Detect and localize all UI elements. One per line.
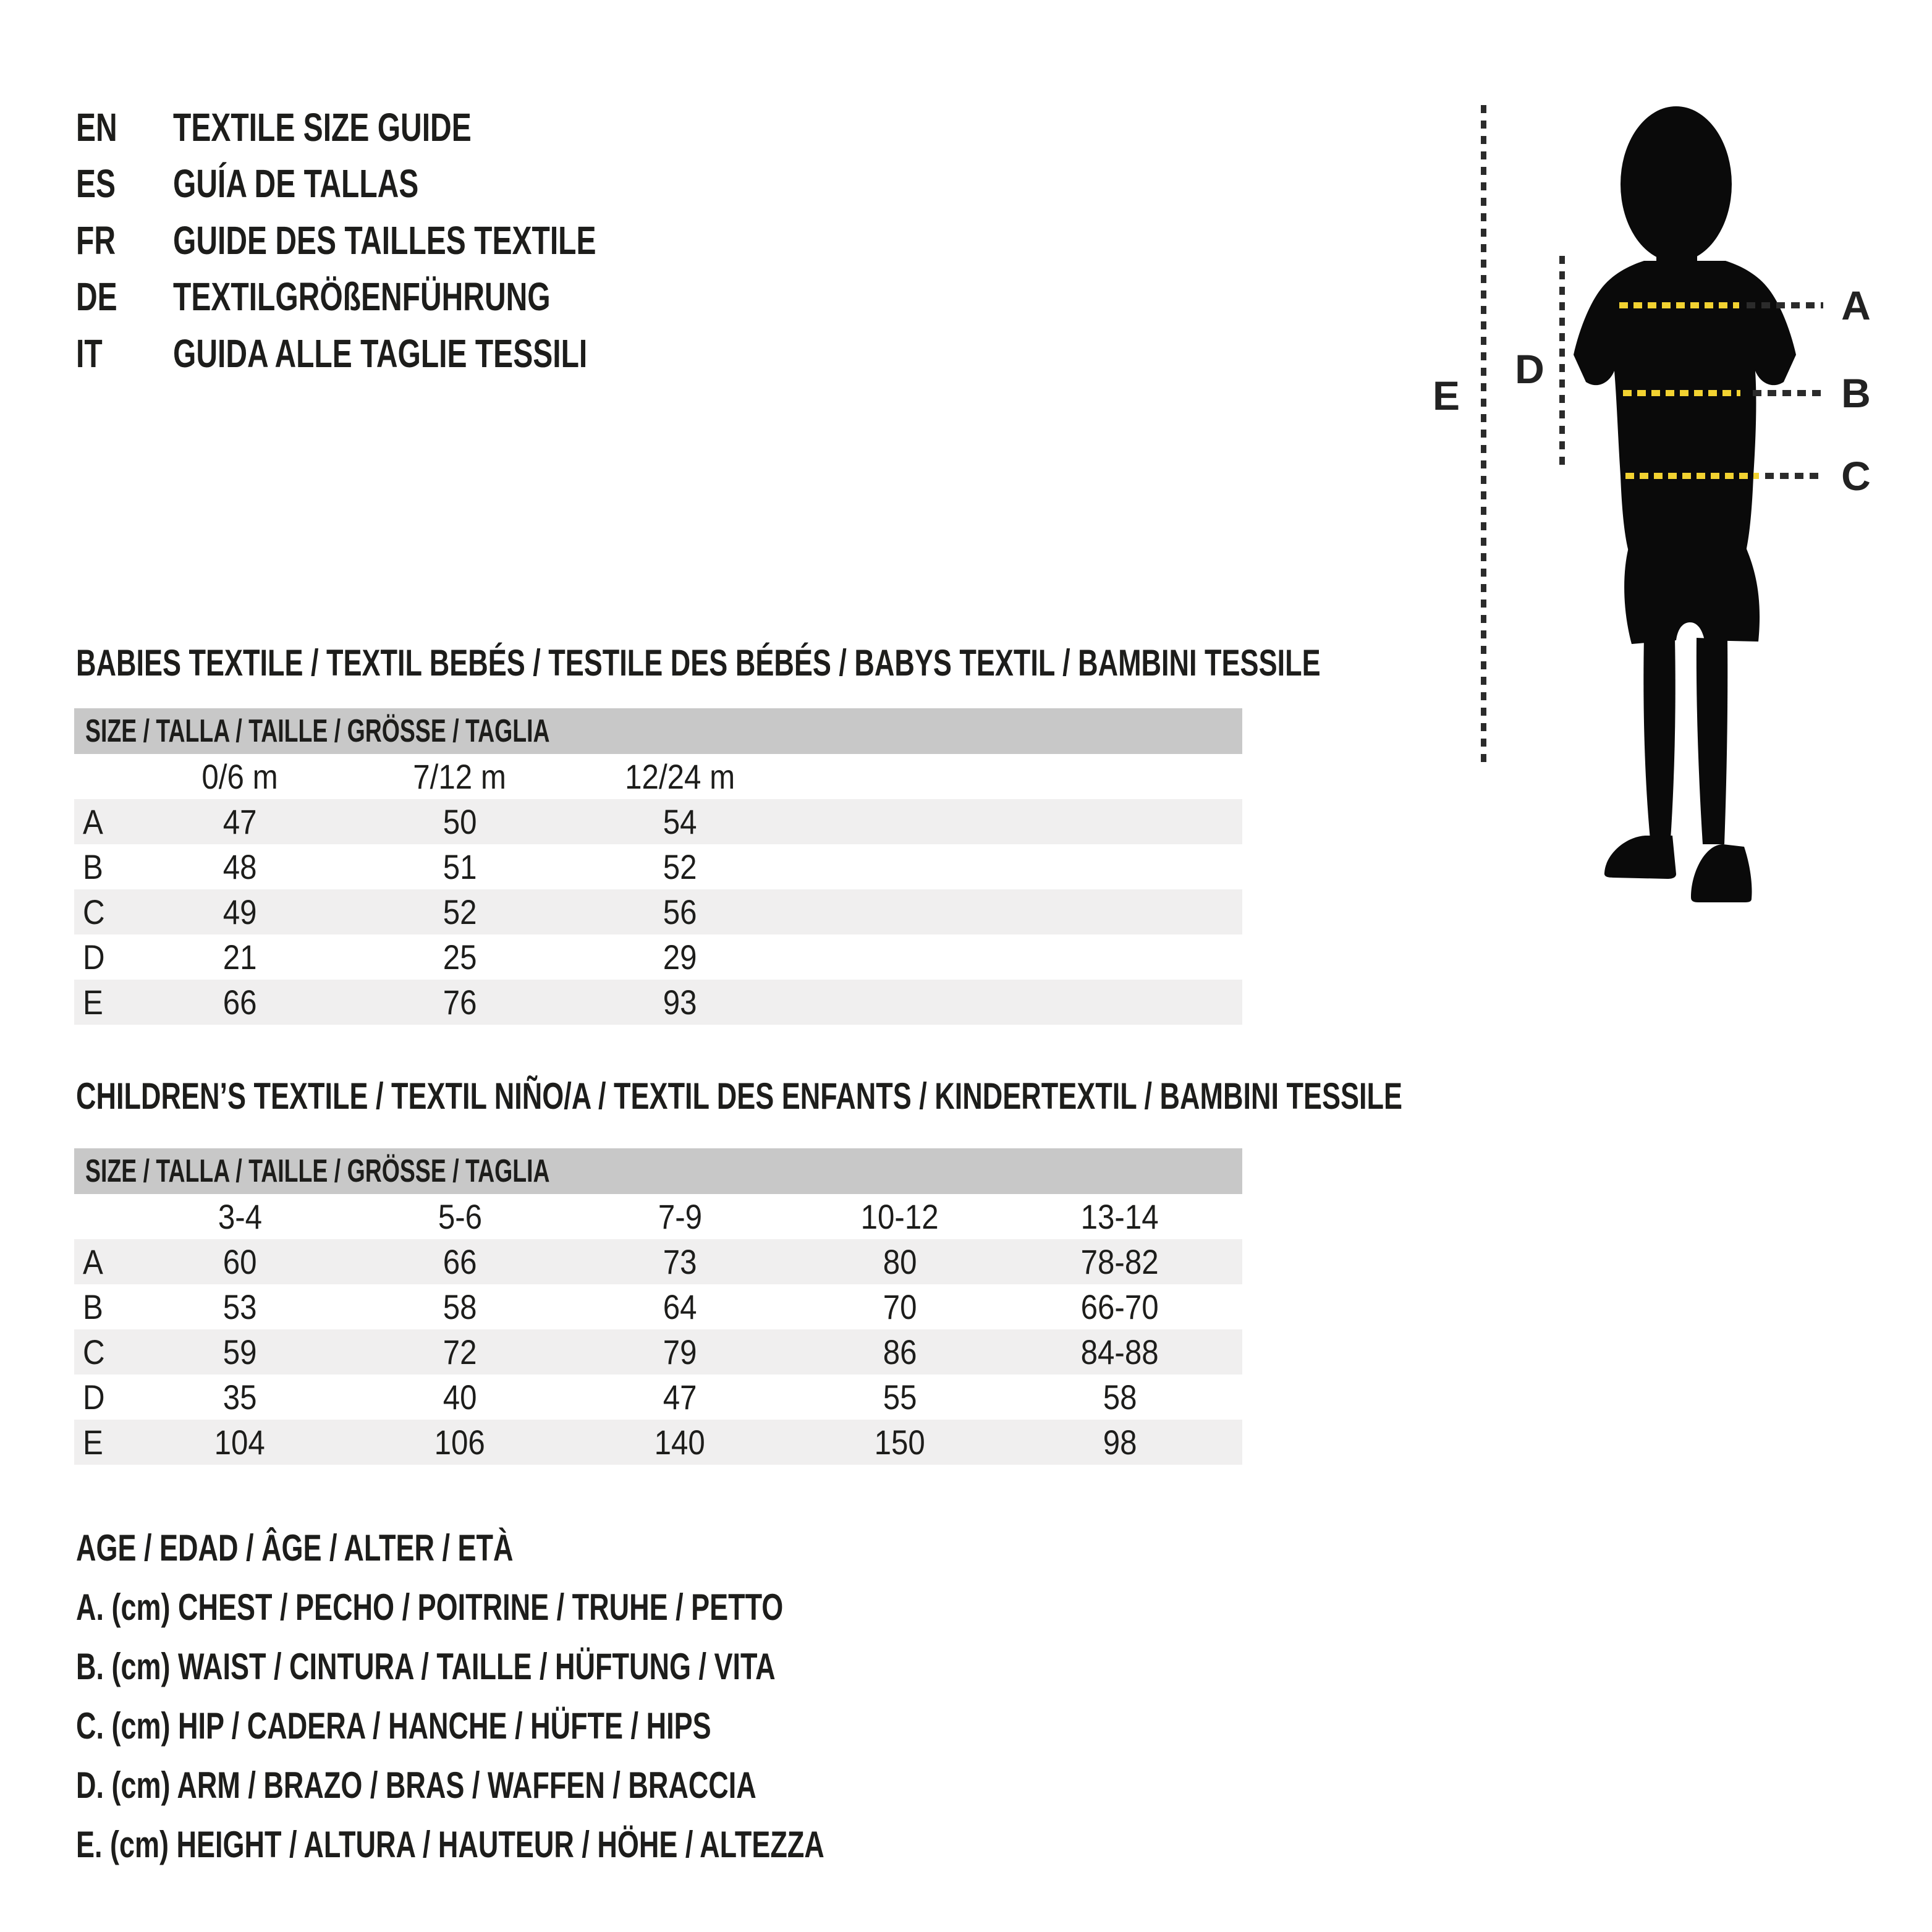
size-value: 72 (443, 1332, 477, 1371)
size-value-cell (570, 847, 790, 887)
language-code-text: FR (76, 218, 116, 263)
legend-text: E. (cm) HEIGHT / ALTURA / HAUTEUR / HÖHE / ALTEZZA (76, 1823, 824, 1865)
legend-line-arm (76, 1765, 983, 1805)
table-row-c (74, 1329, 1242, 1375)
row-label-text: C (83, 1332, 105, 1371)
legend-line-hip (76, 1706, 923, 1745)
language-row-it (76, 325, 726, 382)
size-value: 52 (663, 847, 697, 886)
language-row-es (76, 155, 501, 212)
size-value: 40 (443, 1378, 477, 1417)
row-label (74, 937, 130, 977)
size-value: 98 (1103, 1423, 1137, 1462)
child-silhouette (1570, 105, 1799, 902)
row-label-text: B (83, 847, 103, 886)
legend-text: D. (cm) ARM / BRAZO / BRAS / WAFFEN / BRACCIA (76, 1764, 756, 1806)
language-code (76, 331, 173, 376)
row-label (74, 802, 130, 842)
legend-text: AGE / EDAD / ÂGE / ALTER / ETÀ (76, 1527, 514, 1569)
language-title: GUÍA DE TALLAS (173, 161, 419, 206)
column-header (1010, 1197, 1230, 1237)
size-value: 47 (663, 1378, 697, 1417)
hip-line-yellow (1625, 473, 1759, 479)
size-value: 150 (874, 1423, 926, 1462)
children-section-title (76, 1076, 1844, 1116)
row-label (74, 1242, 130, 1282)
table-row-a (74, 799, 1242, 844)
column-header-text: 3-4 (218, 1197, 262, 1236)
size-value: 48 (222, 847, 257, 886)
size-value-cell (570, 1332, 790, 1372)
size-header-text: SIZE / TALLA / TAILLE / GRÖSSE / TAGLIA (85, 1153, 550, 1189)
size-value: 76 (443, 983, 477, 1022)
size-value-cell (790, 1242, 1010, 1282)
row-label (74, 892, 130, 932)
size-value-cell (130, 892, 350, 932)
size-value-cell (790, 1332, 1010, 1372)
size-value: 56 (663, 892, 697, 931)
size-value-cell (790, 1377, 1010, 1417)
language-code-text: IT (76, 331, 103, 376)
legend-text: A. (cm) CHEST / PECHO / POITRINE / TRUHE / PETTO (76, 1586, 784, 1628)
size-value-cell (570, 802, 790, 842)
babies-section-title-text: BABIES TEXTILE / TEXTIL BEBÉS / TESTILE DES BÉBÉS / BABYS TEXTIL / BAMBINI TESSILE (76, 642, 1321, 684)
legend-text: B. (cm) WAIST / CINTURA / TAILLE / HÜFTUNG / VITA (76, 1645, 776, 1687)
size-value-cell (130, 847, 350, 887)
column-header-text: 0/6 m (201, 757, 278, 796)
size-value: 54 (663, 802, 697, 841)
language-row-de (76, 268, 676, 325)
size-value: 29 (663, 938, 697, 977)
size-header-text: SIZE / TALLA / TAILLE / GRÖSSE / TAGLIA (85, 713, 550, 749)
language-code-text: ES (76, 161, 116, 206)
row-label (74, 847, 130, 887)
size-header-bar (74, 1148, 1242, 1194)
row-label-text: E (83, 1423, 103, 1462)
table-row-c (74, 889, 1242, 934)
table-row-d (74, 934, 1242, 980)
size-value: 21 (222, 938, 257, 977)
row-label-text: D (83, 1378, 105, 1417)
size-value: 55 (883, 1378, 917, 1417)
waist-line-yellow (1623, 390, 1740, 396)
column-header-text: 10-12 (860, 1197, 939, 1236)
language-code-text: EN (76, 105, 117, 150)
language-title: GUIDA ALLE TAGLIE TESSILI (173, 331, 588, 376)
size-value-cell (130, 802, 350, 842)
size-value-cell (1010, 1287, 1230, 1327)
size-value: 78-82 (1080, 1242, 1159, 1281)
language-title: GUIDE DES TAILLES TEXTILE (173, 218, 596, 263)
size-value: 86 (883, 1332, 917, 1371)
legend-text: C. (cm) HIP / CADERA / HANCHE / HÜFTE / HIPS (76, 1705, 711, 1747)
column-header (130, 1197, 350, 1237)
babies-section-title (76, 643, 1735, 682)
legend-line-waist (76, 1646, 1009, 1686)
size-value: 58 (1103, 1378, 1137, 1417)
size-value-cell (1010, 1377, 1230, 1417)
size-value: 66 (443, 1242, 477, 1281)
size-value: 49 (222, 892, 257, 931)
table-row-b (74, 1284, 1242, 1329)
size-value-cell (570, 892, 790, 932)
column-header (790, 1197, 1010, 1237)
size-value: 50 (443, 802, 477, 841)
size-value-cell (570, 1287, 790, 1327)
size-value: 58 (443, 1287, 477, 1326)
row-label-text: A (83, 1242, 103, 1281)
size-value-cell (1010, 1422, 1230, 1462)
size-value-cell (350, 982, 570, 1022)
arm-measure-line-d (1559, 256, 1565, 468)
size-value: 79 (663, 1332, 697, 1371)
language-row-en (76, 99, 571, 156)
silhouette-head (1621, 106, 1732, 262)
language-code (76, 161, 173, 206)
row-label (74, 982, 130, 1022)
silhouette-shorts (1624, 548, 1760, 644)
size-value: 73 (663, 1242, 697, 1281)
size-value-cell (130, 1242, 350, 1282)
size-value-cell (570, 1422, 790, 1462)
chest-line-dark (1747, 302, 1823, 308)
babies-column-header-row (74, 754, 1242, 799)
legend-line-chest (76, 1587, 1019, 1627)
column-header-text: 7/12 m (413, 757, 507, 796)
language-code (76, 104, 173, 150)
size-value-cell (350, 1332, 570, 1372)
table-row-b (74, 844, 1242, 889)
size-value-cell (350, 1287, 570, 1327)
size-value: 80 (883, 1242, 917, 1281)
hip-line-dark (1765, 473, 1824, 479)
measure-label-e: E (1432, 373, 1460, 418)
size-value-cell (130, 1422, 350, 1462)
size-value-cell (570, 1242, 790, 1282)
row-label-text: B (83, 1287, 103, 1326)
size-value: 70 (883, 1287, 917, 1326)
size-value-cell (130, 982, 350, 1022)
column-header (130, 756, 350, 797)
silhouette-right-shoe (1691, 844, 1752, 902)
size-value-cell (1010, 1242, 1230, 1282)
language-code (76, 274, 173, 320)
size-value: 106 (434, 1423, 486, 1462)
size-value: 104 (214, 1423, 266, 1462)
size-value: 35 (222, 1378, 257, 1417)
measure-label-c: C (1841, 453, 1871, 499)
size-value: 66-70 (1080, 1287, 1159, 1326)
table-row-e (74, 1420, 1242, 1465)
size-value-cell (350, 847, 570, 887)
babies-table (74, 708, 1242, 1025)
row-label (74, 1377, 130, 1417)
row-label (74, 1287, 130, 1327)
column-header (350, 1197, 570, 1237)
size-value: 93 (663, 983, 697, 1022)
size-value-cell (790, 1287, 1010, 1327)
size-value-cell (350, 1242, 570, 1282)
row-label-text: C (83, 892, 105, 931)
measure-label-b: B (1841, 370, 1871, 416)
column-header (350, 756, 570, 797)
size-value-cell (790, 1422, 1010, 1462)
language-title: TEXTILE SIZE GUIDE (173, 105, 472, 150)
size-value: 47 (222, 802, 257, 841)
size-value-cell (130, 1287, 350, 1327)
row-label (74, 1332, 130, 1372)
language-code-text: DE (76, 274, 117, 319)
size-value: 66 (222, 983, 257, 1022)
size-value: 59 (222, 1332, 257, 1371)
size-value: 52 (443, 892, 477, 931)
size-value-cell (350, 802, 570, 842)
size-value: 53 (222, 1287, 257, 1326)
children-column-header-row (74, 1194, 1242, 1239)
waist-line-dark (1753, 390, 1823, 396)
measure-label-d: D (1515, 346, 1544, 392)
table-row-d (74, 1375, 1242, 1420)
size-value-cell (350, 892, 570, 932)
row-label-text: A (83, 802, 103, 841)
column-header-text: 7-9 (658, 1197, 702, 1236)
size-value: 84-88 (1080, 1332, 1159, 1371)
legend-line-age (76, 1528, 659, 1567)
size-value-cell (350, 937, 570, 977)
size-value: 140 (654, 1423, 706, 1462)
size-value-cell (570, 982, 790, 1022)
column-header (570, 756, 790, 797)
children-table (74, 1148, 1242, 1465)
measure-label-a: A (1841, 282, 1871, 328)
size-value-cell (130, 1332, 350, 1372)
size-value: 64 (663, 1287, 697, 1326)
size-header-bar (74, 708, 1242, 754)
row-label (74, 1422, 130, 1462)
silhouette-left-shoe (1604, 836, 1676, 879)
size-value: 25 (443, 938, 477, 977)
row-label-text: E (83, 983, 103, 1022)
table-row-e (74, 980, 1242, 1025)
column-header-text: 5-6 (438, 1197, 482, 1236)
column-header-text: 13-14 (1080, 1197, 1159, 1236)
size-value: 51 (443, 847, 477, 886)
size-value-cell (570, 1377, 790, 1417)
size-value-cell (1010, 1332, 1230, 1372)
children-section-title-text: CHILDREN’S TEXTILE / TEXTIL NIÑO/A / TEXTIL DES ENFANTS / KINDERTEXTIL / BAMBINI TESSILE (76, 1075, 1403, 1117)
legend-line-height (76, 1824, 1074, 1864)
size-value-cell (350, 1377, 570, 1417)
size-value-cell (130, 1377, 350, 1417)
language-code (76, 218, 173, 263)
chest-line-yellow (1619, 302, 1739, 308)
column-header (570, 1197, 790, 1237)
language-title: TEXTILGRÖßENFÜHRUNG (173, 274, 551, 319)
table-row-a (74, 1239, 1242, 1284)
size-value-cell (130, 937, 350, 977)
size-value-cell (350, 1422, 570, 1462)
column-header-text: 12/24 m (624, 757, 735, 796)
size-value: 60 (222, 1242, 257, 1281)
size-value-cell (570, 937, 790, 977)
row-label-text: D (83, 938, 105, 977)
language-row-fr (76, 212, 737, 269)
